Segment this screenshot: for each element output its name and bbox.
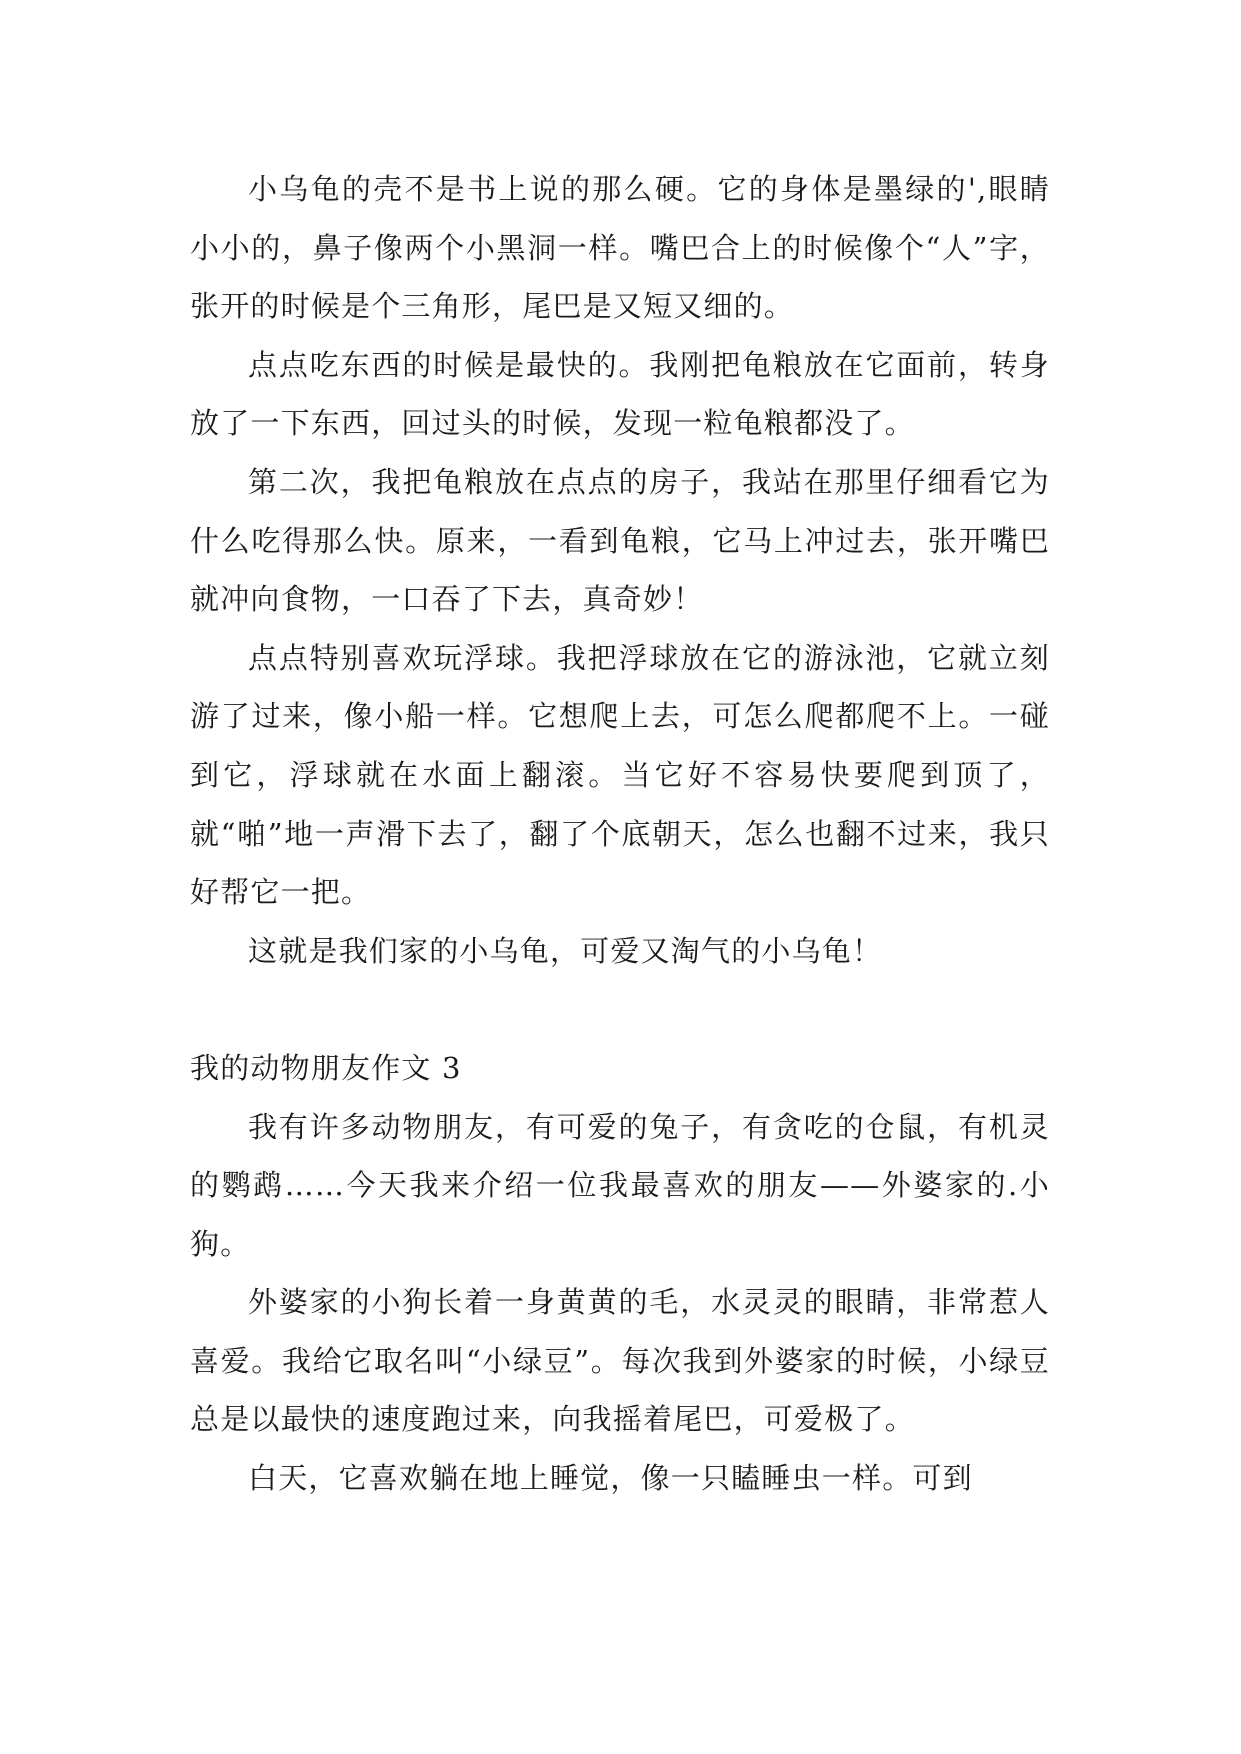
paragraph-turtle-eating: 点点吃东西的时候是最快的。我刚把龟粮放在它面前，转身放了一下东西，回过头的时候，发现一粒龟粮都没了。 [190,347,1050,441]
paragraph-puppy-daytime: 白天，它喜欢躺在地上睡觉，像一只瞌睡虫一样。可到 [248,1461,973,1496]
paragraph-turtle-shell: 小乌龟的壳不是书上说的那么硬。它的身体是墨绿的',眼睛小小的，鼻子像两个小黑洞一样。嘴巴合上的时候像个“人”字，张开的时候是个三角形，尾巴是又短又细的。 [190,172,1050,324]
paragraph-animal-friends-intro: 我有许多动物朋友，有可爱的兔子，有贪吃的仓鼠，有机灵的鹦鹉……今天我来介绍一位我最喜欢的朋友——外婆家的.小狗。 [190,1109,1050,1261]
paragraph-turtle-conclusion: 这就是我们家的小乌龟，可爱又淘气的小乌龟！ [248,933,883,968]
paragraph-turtle-float-ball: 点点特别喜欢玩浮球。我把浮球放在它的游泳池，它就立刻游了过来，像小船一样。它想爬上去，可怎么爬都爬不上。一碰到它，浮球就在水面上翻滚。当它好不容易快要爬到顶了，就“啪”地一声滑下去了，翻了个底朝天，怎么也翻不过来，我只好帮它一把。 [190,640,1050,910]
paragraph-puppy-description: 外婆家的小狗长着一身黄黄的毛，水灵灵的眼睛，非常惹人喜爱。我给它取名叫“小绿豆”。每次我到外婆家的时候，小绿豆总是以最快的速度跑过来，向我摇着尾巴，可爱极了。 [190,1285,1050,1437]
document-body [190,160,1050,1508]
section-title: 我的动物朋友作文 3 [190,1050,462,1085]
paragraph-turtle-second-time: 第二次，我把龟粮放在点点的房子，我站在那里仔细看它为什么吃得那么快。原来，一看到龟粮，它马上冲过去，张开嘴巴就冲向食物，一口吞了下去，真奇妙！ [190,464,1050,617]
section-spacer [190,980,1050,1039]
